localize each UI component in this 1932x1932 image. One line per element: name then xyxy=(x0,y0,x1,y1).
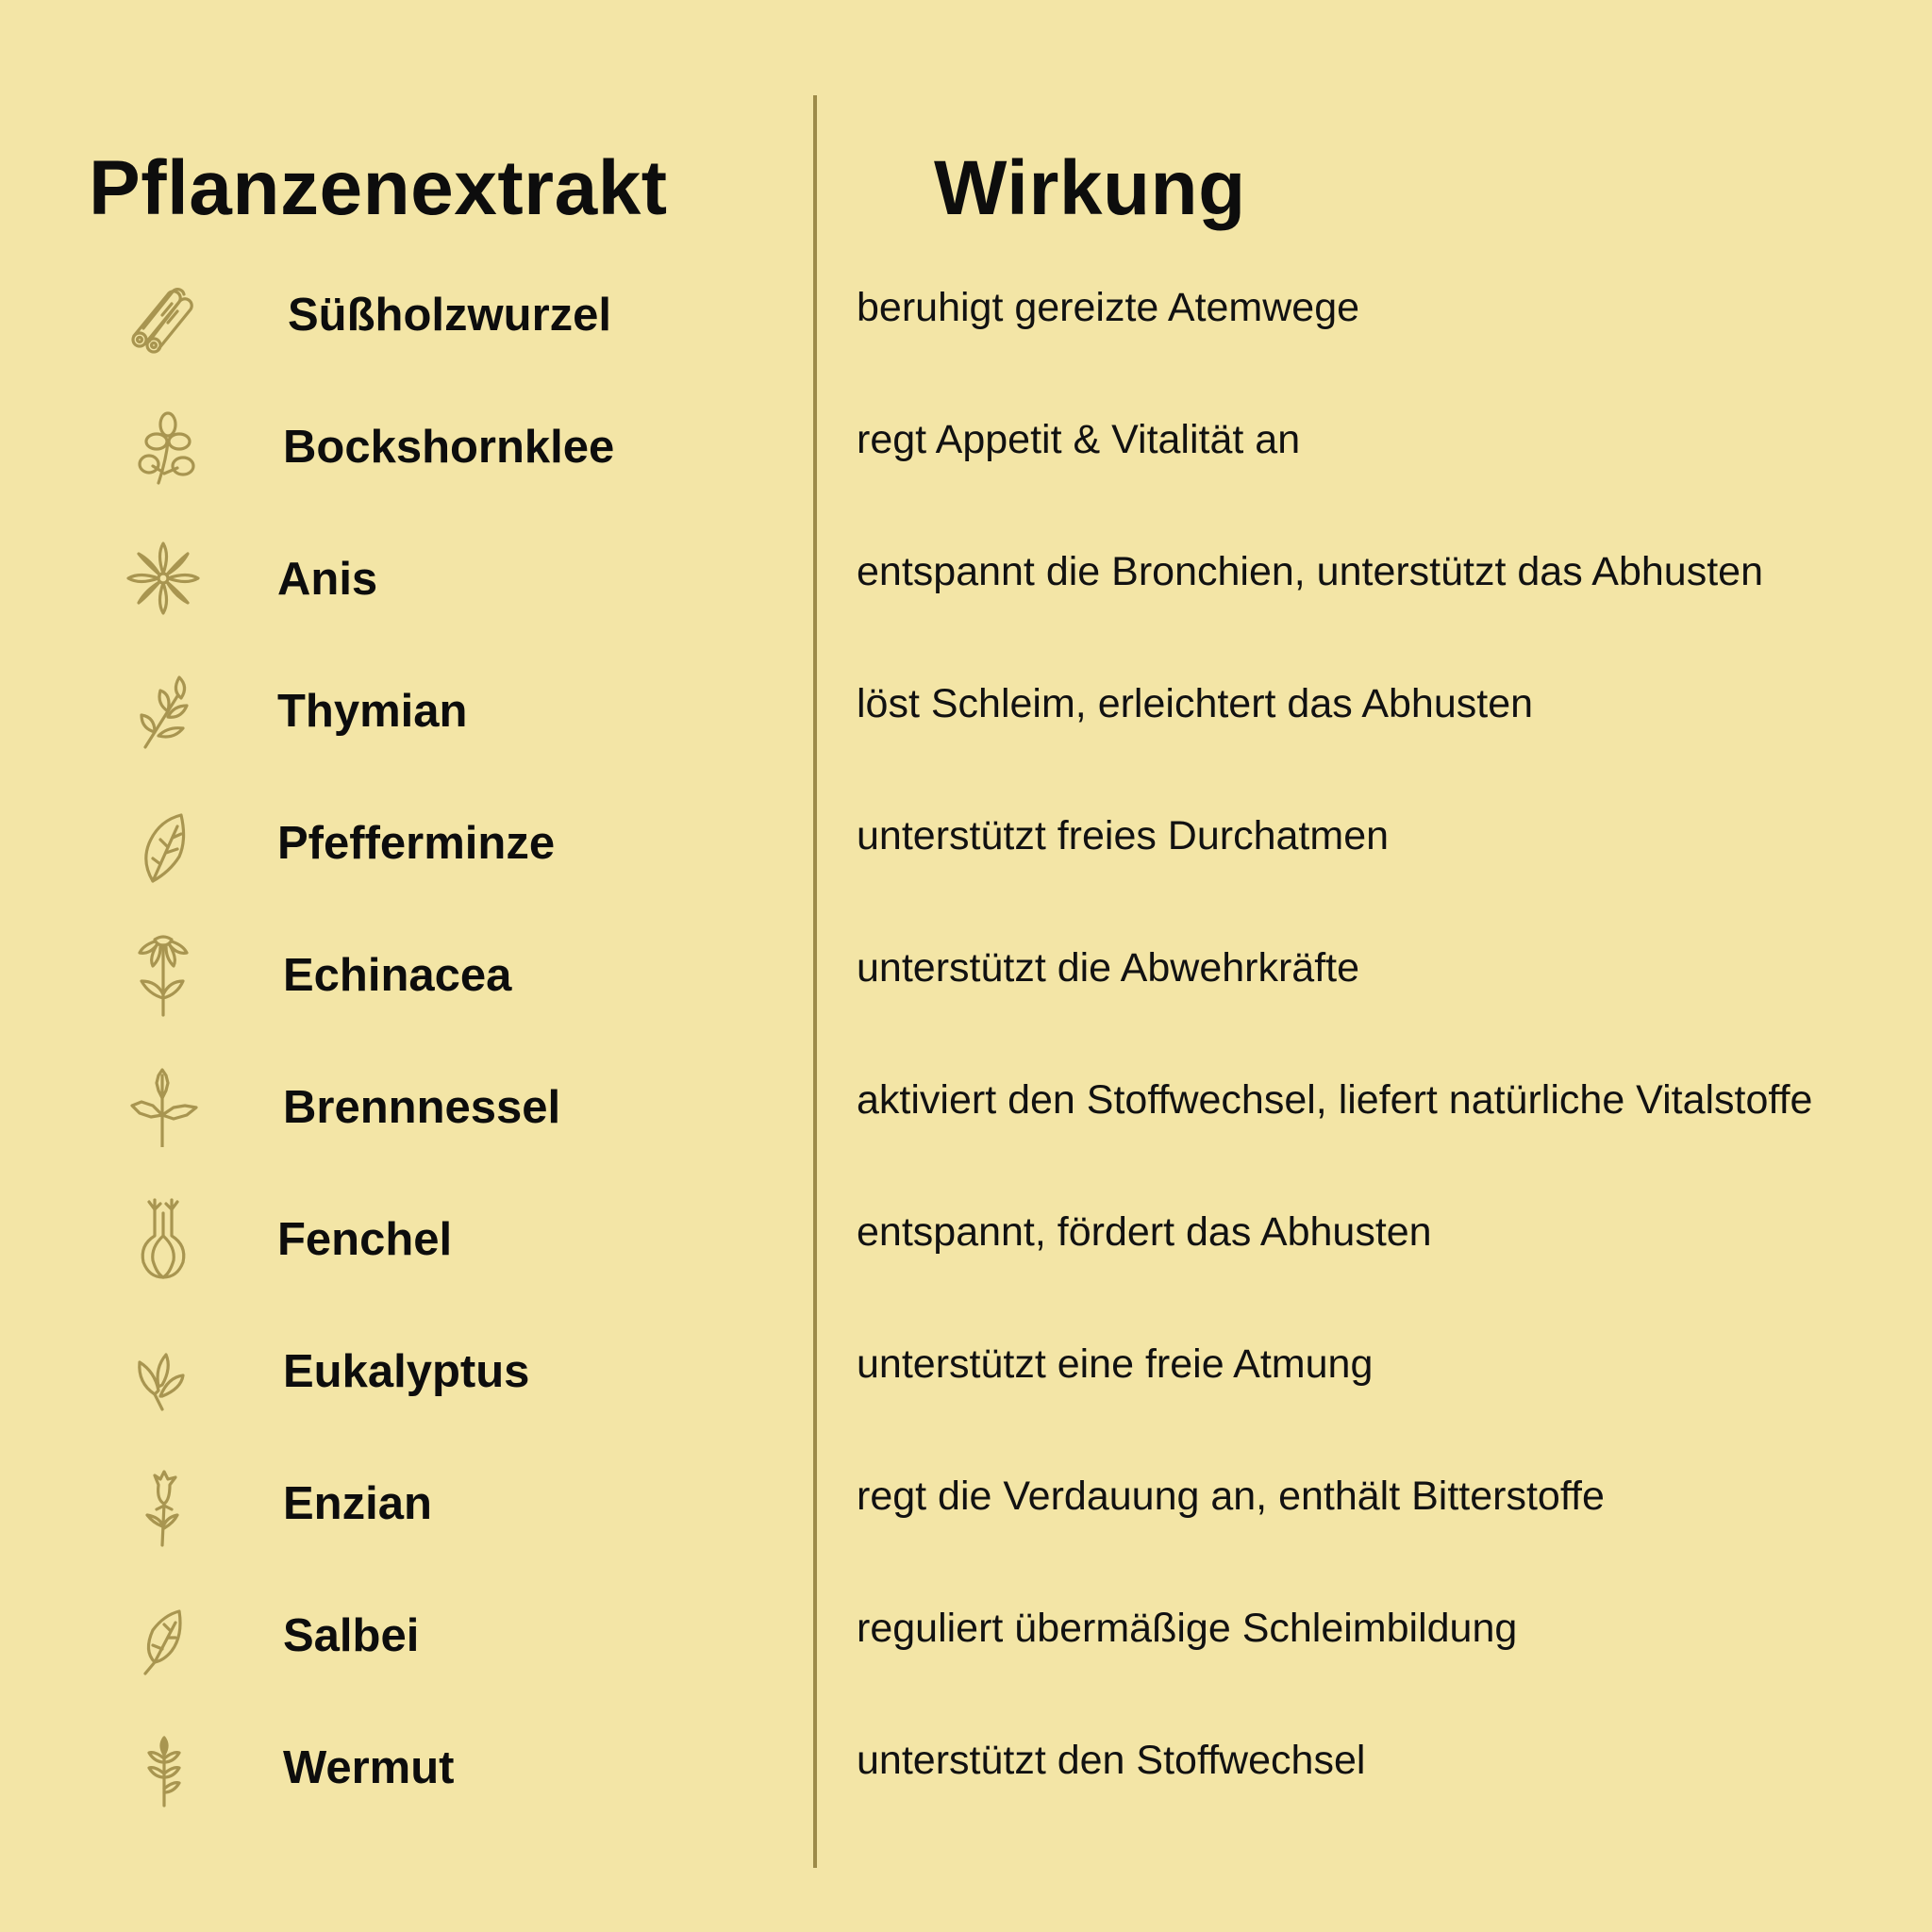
plant-effect: regt die Verdauung an, enthält Bitterstoffe xyxy=(857,1474,1605,1519)
plant-effect: reguliert übermäßige Schleimbildung xyxy=(857,1606,1518,1651)
table-row xyxy=(0,406,1932,481)
plant-name: Bockshornklee xyxy=(283,422,615,473)
thyme-icon xyxy=(121,668,206,753)
plant-effect: unterstützt freies Durchatmen xyxy=(857,813,1390,858)
plant-effect: löst Schleim, erleichtert das Abhusten xyxy=(857,681,1534,726)
table-row xyxy=(0,1198,1932,1274)
table-row xyxy=(0,274,1932,349)
header-plant-extract: Pflanzenextrakt xyxy=(89,145,668,231)
table-row xyxy=(0,538,1932,613)
sage-leaf-icon xyxy=(121,1594,206,1679)
nettle-icon xyxy=(121,1062,206,1147)
plant-effect: unterstützt die Abwehrkräfte xyxy=(857,945,1360,991)
plant-effect: entspannt, fördert das Abhusten xyxy=(857,1209,1432,1255)
table-row xyxy=(0,1726,1932,1802)
plant-name: Thymian xyxy=(277,686,468,737)
plant-name: Eukalyptus xyxy=(283,1346,530,1397)
table-row xyxy=(0,1330,1932,1406)
peppermint-leaf-icon xyxy=(121,802,206,887)
plant-effect: beruhigt gereizte Atemwege xyxy=(857,285,1360,330)
licorice-root-icon xyxy=(121,274,206,358)
table-row xyxy=(0,934,1932,1009)
table-row xyxy=(0,802,1932,877)
plant-effect: unterstützt den Stoffwechsel xyxy=(857,1738,1366,1783)
table-row xyxy=(0,670,1932,745)
echinacea-flower-icon xyxy=(121,932,206,1017)
plant-effect: aktiviert den Stoffwechsel, liefert natürliche Vitalstoffe xyxy=(857,1077,1813,1123)
plant-name: Enzian xyxy=(283,1478,432,1529)
plant-name: Süßholzwurzel xyxy=(288,290,611,341)
plant-name: Anis xyxy=(277,554,378,605)
plant-effect: entspannt die Bronchien, unterstützt das Abhusten xyxy=(857,549,1763,594)
plant-name: Brennnessel xyxy=(283,1082,561,1133)
fennel-bulb-icon xyxy=(121,1198,206,1283)
plant-name: Salbei xyxy=(283,1610,420,1661)
plant-effect: unterstützt eine freie Atmung xyxy=(857,1341,1374,1387)
fenugreek-icon xyxy=(121,404,206,489)
plant-name: Echinacea xyxy=(283,950,512,1001)
table-row xyxy=(0,1594,1932,1670)
table-row xyxy=(0,1462,1932,1538)
plant-effect: regt Appetit & Vitalität an xyxy=(857,417,1301,462)
table-row xyxy=(0,1066,1932,1141)
plant-name: Wermut xyxy=(283,1742,455,1793)
plant-name: Fenchel xyxy=(277,1214,453,1265)
star-anise-icon xyxy=(121,536,206,621)
eucalyptus-icon xyxy=(121,1330,206,1415)
header-effect: Wirkung xyxy=(934,145,1246,231)
plant-name: Pfefferminze xyxy=(277,818,556,869)
wormwood-sprig-icon xyxy=(121,1726,206,1811)
gentian-flower-icon xyxy=(121,1462,206,1547)
